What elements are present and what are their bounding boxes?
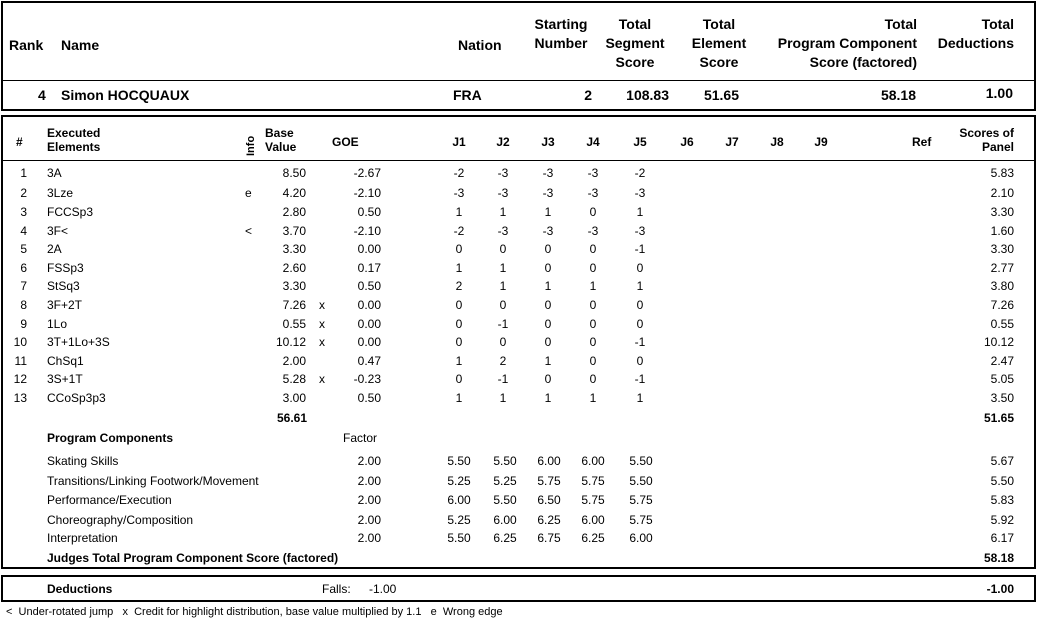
element-judge-score: 0 [455,242,463,256]
rank-header: Rank [9,37,44,53]
element-number: 4 [20,224,27,238]
element-number: 6 [20,261,27,275]
pc-judge-score: 5.75 [629,493,653,507]
element-goe: 0.17 [357,261,381,275]
pc-name: Choreography/Composition [47,513,194,527]
skater-rank: 4 [38,87,46,103]
ref-header: Ref [912,135,932,149]
pc-judge-score: 5.50 [493,454,517,468]
element-bonus-flag [319,242,1037,260]
pc-judge-score: 5.75 [537,474,561,488]
element-bonus-flag [319,354,1037,372]
element-judge-score: 1 [636,205,644,219]
skater-pcs: 58.18 [880,87,916,103]
skater-row-divider [3,80,1034,81]
element-judge-score: 1 [455,391,463,405]
element-judge-score: 0 [589,298,597,312]
element-judge-score: 0 [589,335,597,349]
element-judge-score: -3 [497,224,509,238]
element-goe: 0.00 [357,242,381,256]
element-base-value: 2.60 [282,261,306,275]
pc-factor: 2.00 [357,513,381,527]
element-judge-score: 1 [544,391,552,405]
legend: < Under-rotated jump x Credit for highlight distribution, base value multiplied by 1.1 e Wrong edge [6,606,503,618]
element-bonus-flag [319,261,1037,279]
element-judge-score: -3 [542,166,554,180]
element-base-value: 8.50 [282,166,306,180]
element-base-value: 4.20 [282,186,306,200]
element-name: 3Lze [47,186,74,200]
element-judge-score: -3 [634,186,646,200]
pc-total-value: 58.18 [983,551,1014,565]
pc-judge-score: 6.00 [447,493,471,507]
pc-judge-score: 6.25 [537,513,561,527]
element-judge-score: -3 [587,224,599,238]
pc-judge-score: 6.50 [537,493,561,507]
pc-panel-score: 5.50 [990,474,1014,488]
falls-label: Falls: [322,582,351,596]
element-bonus-flag [319,224,1037,242]
elements-base-total: 56.61 [276,411,307,425]
element-judge-score: 2 [499,354,507,368]
pc-name: Interpretation [47,531,118,545]
total-pcs-header: Total Program Component Score (factored) [777,16,917,70]
pc-judge-score: 6.25 [493,531,517,545]
element-bonus-flag [319,166,1037,184]
nation-header: Nation [458,37,502,53]
element-bonus-flag: x [319,335,325,349]
element-bonus-flag [319,186,1037,204]
element-judge-score: 0 [636,298,644,312]
pc-panel-score: 5.83 [990,493,1014,507]
pc-judge-score: 6.25 [581,531,605,545]
deductions-label: Deductions [47,582,113,596]
element-name: 3T+1Lo+3S [47,335,110,349]
element-bonus-flag [319,205,1037,223]
element-panel-score: 2.10 [990,186,1014,200]
total-deductions-header: Total Deductions [937,16,1014,51]
element-base-value: 2.80 [282,205,306,219]
element-judge-score: -1 [634,335,646,349]
falls-value: -1.00 [369,582,397,596]
element-judge-score: 0 [544,261,552,275]
element-judge-score: -3 [587,166,599,180]
element-judge-score: 0 [499,242,507,256]
element-judge-score: 0 [589,372,597,386]
element-panel-score: 2.47 [990,354,1014,368]
element-number: 12 [13,372,27,386]
pc-name: Transitions/Linking Footwork/Movement [47,474,259,488]
element-goe: 0.50 [357,279,381,293]
element-bonus-flag: x [319,372,325,386]
pc-judge-score: 5.50 [629,474,653,488]
element-bonus-flag: x [319,317,325,331]
element-judge-score: 1 [499,205,507,219]
factor-header: Factor [343,431,378,445]
element-judge-score: 0 [544,242,552,256]
element-judge-score: 2 [455,279,463,293]
pc-panel-score: 6.17 [990,531,1014,545]
element-judge-score: 1 [455,354,463,368]
element-panel-score: 2.77 [990,261,1014,275]
element-judge-score: -3 [453,186,465,200]
element-judge-score: -3 [587,186,599,200]
element-judge-score: 0 [455,335,463,349]
element-number: 7 [20,279,27,293]
pc-judge-score: 6.00 [537,454,561,468]
skater-name: Simon HOCQUAUX [61,87,190,103]
element-info: e [245,186,252,200]
pc-name: Performance/Execution [47,493,172,507]
element-name: 3S+1T [47,372,83,386]
element-judge-score: -1 [497,317,509,331]
element-panel-score: 0.55 [990,317,1014,331]
elements-panel-total: 51.65 [983,411,1014,425]
pc-judge-score: 5.50 [447,454,471,468]
element-panel-score: 3.80 [990,279,1014,293]
element-judge-score: -1 [634,242,646,256]
element-judge-score: 1 [544,354,552,368]
element-judge-score: -3 [497,186,509,200]
pc-judge-score: 5.50 [447,531,471,545]
pc-judge-score: 6.75 [537,531,561,545]
element-judge-score: 0 [544,298,552,312]
skater-starting-number: 2 [584,87,592,103]
element-judge-score: -2 [634,166,646,180]
element-judge-score: -3 [542,186,554,200]
pc-judge-score: 6.00 [581,454,605,468]
element-goe: 0.00 [357,298,381,312]
element-judge-score: 0 [636,261,644,275]
element-judge-score: 0 [589,242,597,256]
element-number: 2 [20,186,27,200]
element-panel-score: 3.30 [990,242,1014,256]
element-number: 1 [20,166,27,180]
pc-judge-score: 5.50 [629,454,653,468]
panel-header: Scores of Panel [959,126,1014,154]
element-judge-score: 1 [589,279,597,293]
pc-factor: 2.00 [357,454,381,468]
element-goe: -2.10 [353,186,381,200]
element-base-value: 3.00 [282,391,306,405]
element-panel-score: 3.50 [990,391,1014,405]
pc-panel-score: 5.67 [990,454,1014,468]
element-base-value: 3.30 [282,279,306,293]
element-name: FCCSp3 [47,205,94,219]
element-judge-score: 0 [455,317,463,331]
pc-name: Skating Skills [47,454,119,468]
judge-header-2: J2 [496,135,510,149]
element-name: 3A [47,166,62,180]
element-judge-score: 1 [455,261,463,275]
element-bonus-flag [319,279,1037,297]
element-number: 9 [20,317,27,331]
pc-judge-score: 5.75 [629,513,653,527]
element-judge-score: -2 [453,166,465,180]
judge-header-7: J7 [725,135,739,149]
element-panel-score: 10.12 [983,335,1014,349]
element-judge-score: 1 [589,391,597,405]
judge-header-8: J8 [770,135,784,149]
element-judge-score: 1 [636,279,644,293]
element-goe: -0.23 [353,372,381,386]
element-goe: 0.50 [357,391,381,405]
element-judge-score: 0 [544,335,552,349]
pc-factor: 2.00 [357,493,381,507]
skater-element-score: 51.65 [703,87,739,103]
element-judge-score: -3 [497,166,509,180]
judge-header-3: J3 [541,135,555,149]
skater-nation: FRA [453,87,482,103]
element-number: 5 [20,242,27,256]
element-judge-score: -1 [497,372,509,386]
pc-factor: 2.00 [357,474,381,488]
pc-judge-score: 5.25 [493,474,517,488]
base-value-header: Base Value [265,126,297,154]
skater-deductions: 1.00 [985,85,1013,101]
pc-factor: 2.00 [357,531,381,545]
element-number: 8 [20,298,27,312]
element-panel-score: 1.60 [990,224,1014,238]
element-judge-score: 1 [499,279,507,293]
element-judge-score: -2 [453,224,465,238]
judge-header-6: J6 [680,135,694,149]
element-judge-score: 0 [544,317,552,331]
deductions-box [1,575,1036,602]
element-judge-score: 0 [544,372,552,386]
element-goe: 0.47 [357,354,381,368]
element-goe: 0.00 [357,317,381,331]
goe-header: GOE [332,135,359,149]
element-judge-score: 0 [589,317,597,331]
element-goe: -2.10 [353,224,381,238]
program-components-title: Program Components [47,431,174,445]
element-panel-score: 5.05 [990,372,1014,386]
element-number: 10 [13,335,27,349]
element-name: 3F+2T [47,298,83,312]
total-element-score-header: Total Element Score [691,16,747,70]
element-number: 13 [13,391,27,405]
element-judge-score: 0 [499,298,507,312]
pc-judge-score: 5.75 [581,493,605,507]
element-judge-score: 0 [455,298,463,312]
element-goe: 0.00 [357,335,381,349]
element-judge-score: 0 [636,354,644,368]
element-panel-score: 3.30 [990,205,1014,219]
element-panel-score: 7.26 [990,298,1014,312]
element-name: CCoSp3p3 [47,391,106,405]
total-segment-score-header: Total Segment Score [605,16,665,70]
info-col-header: Info [245,135,257,156]
element-judge-score: -1 [634,372,646,386]
pc-judge-score: 5.25 [447,513,471,527]
element-judge-score: -3 [634,224,646,238]
element-judge-score: 1 [499,391,507,405]
element-base-value: 5.28 [282,372,306,386]
element-name: 1Lo [47,317,68,331]
skater-segment-score: 108.83 [626,87,669,103]
element-judge-score: 0 [499,335,507,349]
judge-header-9: J9 [814,135,828,149]
element-base-value: 2.00 [282,354,306,368]
element-number: 3 [20,205,27,219]
pc-judge-score: 6.00 [581,513,605,527]
element-judge-score: 1 [544,205,552,219]
element-name: FSSp3 [47,261,84,275]
judge-header-1: J1 [452,135,466,149]
element-base-value: 0.55 [282,317,306,331]
element-name: ChSq1 [47,354,84,368]
element-name: 3F< [47,224,69,238]
pc-panel-score: 5.92 [990,513,1014,527]
element-judge-score: -3 [542,224,554,238]
pc-judge-score: 5.75 [581,474,605,488]
pc-judge-score: 6.00 [493,513,517,527]
pc-judge-score: 5.50 [493,493,517,507]
pc-judge-score: 6.00 [629,531,653,545]
element-judge-score: 1 [499,261,507,275]
element-base-value: 3.70 [282,224,306,238]
element-name: StSq3 [47,279,80,293]
element-judge-score: 0 [589,261,597,275]
judge-header-5: J5 [633,135,647,149]
element-judge-score: 0 [589,205,597,219]
pc-total-label: Judges Total Program Component Score (factored) [47,551,339,565]
name-header: Name [61,37,100,53]
element-goe: 0.50 [357,205,381,219]
element-judge-score: 0 [589,354,597,368]
element-base-value: 3.30 [282,242,306,256]
element-judge-score: 1 [455,205,463,219]
element-judge-score: 0 [455,372,463,386]
element-goe: -2.67 [353,166,381,180]
element-base-value: 7.26 [282,298,306,312]
starting-number-header: Starting Number [534,16,588,51]
deductions-total: -1.00 [986,582,1014,596]
judge-header-4: J4 [586,135,600,149]
element-base-value: 10.12 [275,335,306,349]
element-panel-score: 5.83 [990,166,1014,180]
element-number: 11 [14,354,27,368]
pc-judge-score: 5.25 [447,474,471,488]
element-name: 2A [47,242,62,256]
element-bonus-flag [319,391,1037,409]
executed-elements-header: Executed Elements [47,126,101,154]
num-col-header: # [16,135,23,149]
element-judge-score: 0 [636,317,644,331]
details-header-divider [3,160,1034,161]
element-bonus-flag: x [319,298,325,312]
element-info: < [245,224,253,238]
element-judge-score: 1 [544,279,552,293]
element-judge-score: 1 [636,391,644,405]
